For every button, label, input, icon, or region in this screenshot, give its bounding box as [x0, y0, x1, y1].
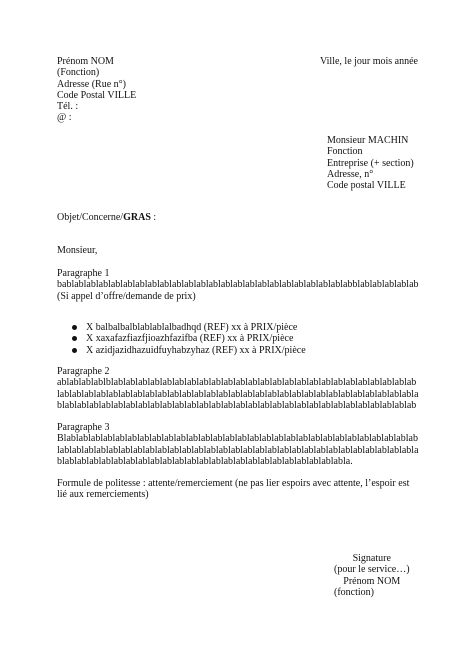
list-item	[72, 345, 306, 356]
bullet-icon	[72, 348, 77, 353]
subject-suffix: :	[150, 212, 157, 223]
paragraph-2-title: Paragraphe 2	[57, 366, 110, 377]
subject-prefix: Objet/Concerne/	[57, 212, 124, 223]
recipient-city: Code postal VILLE	[327, 180, 406, 192]
list-item	[72, 333, 306, 344]
list-item-text: X balbalbalblablablalbadhqd (REF) xx à PRIX/pièce	[86, 322, 298, 333]
signature-service: (pour le service…)	[334, 564, 410, 576]
signature-function: (fonction)	[334, 586, 374, 598]
paragraph-2	[57, 366, 419, 411]
recipient-address: Adresse, n°	[327, 168, 374, 180]
paragraph-1	[57, 268, 419, 302]
bullet-icon	[72, 325, 77, 330]
paragraph-2-body: ablablablablblablablablablablablablablablablablablablablablablablablablablablablablablablablablablablablablablablablablablablablablablablablablablablablablablablablablablablablablablablablablablablablablablablablablablablablablablablablablablablablablablablablablab	[57, 377, 419, 411]
sender-phone: Tél. :	[57, 101, 79, 113]
recipient-function: Fonction	[327, 146, 363, 158]
subject-bold: GRAS	[123, 212, 151, 223]
paragraph-1-title: Paragraphe 1	[57, 268, 110, 279]
bullet-icon	[72, 336, 77, 341]
paragraph-1-note: (Si appel d’offre/demande de prix)	[57, 290, 196, 302]
item-list	[72, 322, 306, 356]
paragraph-3-title: Paragraphe 3	[57, 422, 110, 433]
sender-address: Adresse (Rue n°)	[57, 78, 126, 90]
sender-function: (Fonction)	[57, 67, 100, 79]
greeting: Monsieur,	[57, 245, 98, 256]
closing-formula: Formule de politesse : attente/remerciement (ne pas lier espoirs avec attente, l’espoir est lié aux remerciements)	[57, 478, 410, 501]
signature-label: Signature	[352, 553, 391, 564]
list-item-text: X xaxafazfiazfjioazhfazifba (REF) xx à PRIX/pièce	[86, 333, 294, 345]
recipient-company: Entreprise (+ section)	[327, 157, 414, 169]
sender-name: Prénom NOM	[57, 56, 114, 67]
recipient-name: Monsieur MACHIN	[327, 135, 409, 146]
list-item-text: X azidjazidhazuidfuyhabzyhaz (REF) xx à PRIX/pièce	[86, 344, 306, 356]
paragraph-3	[57, 422, 419, 467]
signature-block	[334, 553, 410, 598]
sender-email: @ :	[57, 112, 72, 124]
paragraph-3-body: Blablablablablablablablablablablablablablablablablablablablablablablablablablablablablablablablablablablablablablablablablablablablablablablablablablablablablablablablablablablablablablablablablablablablablablablablablablablablablablablablablablabla.	[57, 433, 419, 467]
list-item	[72, 322, 306, 333]
paragraph-1-body: bablablablablablablablablablablablablablablablablablablablablablablablabblablablablablab	[57, 279, 419, 291]
subject-line	[57, 212, 156, 223]
signature-name: Prénom NOM	[343, 575, 401, 587]
date-line: Ville, le jour mois année	[320, 56, 418, 67]
sender-city: Code Postal VILLE	[57, 89, 137, 101]
recipient-block	[327, 135, 414, 191]
